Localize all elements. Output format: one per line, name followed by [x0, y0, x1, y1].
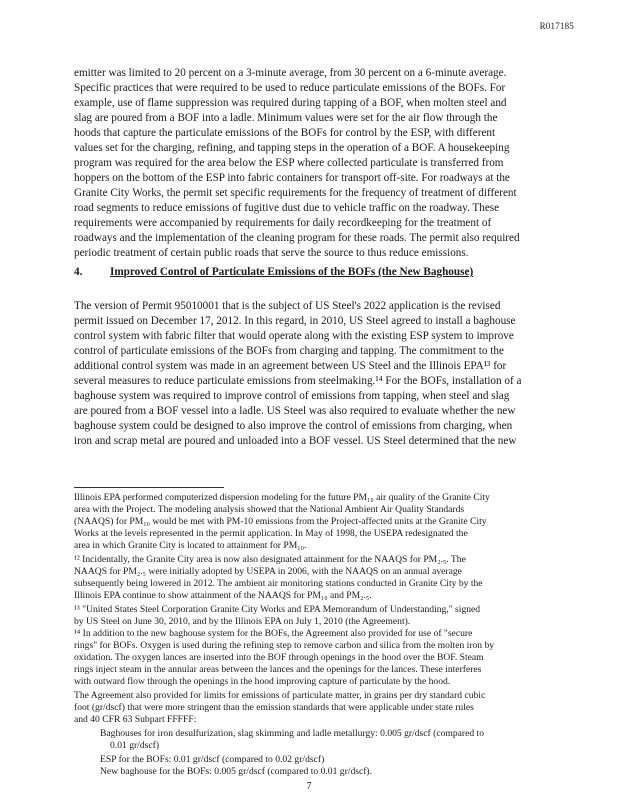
paragraph-line: example, use of flame suppression was required during tapping of a BOF, when molten steel and — [74, 97, 507, 109]
paragraph-line: iron and scrap metal are poured and unloaded into a BOF vessel. US Steel determined that the new — [74, 435, 517, 447]
footnote-line: Works at the levels represented in the permit application. In May of 1998, the USEPA redesignated the — [74, 528, 468, 539]
paragraph-line: hoods that capture the particulate emissions of the BOFs for control by the ESP, with different — [74, 127, 496, 139]
paragraph-line: Specific practices that were required to be used to reduce particulate emissions of the BOFs. For — [74, 82, 506, 94]
footnote-line: Illinois EPA continue to show attainment of the NAAQS for PM₁₀ and PM₂.₅. — [74, 590, 372, 601]
footnote-indented-line: Baghouses for iron desulfurization, slag skimming and ladle metallurgy: 0.005 gr/dscf (compared to — [100, 728, 485, 739]
footnote-line: by US Steel on June 30, 2010, and by the Illinois EPA on July 1, 2010 (the Agreement). — [74, 616, 411, 627]
paragraph-line: control system with fabric filter that would operate along with the existing ESP system to improve — [74, 330, 514, 342]
footnote-line: area in which Granite City is located to attainment for PM₁₀. — [74, 540, 307, 551]
footnote-line: (NAAQS) for PM₁₀ would be met with PM-10 emissions from the Project-affected units at the Granite City — [74, 516, 487, 527]
footnote-line: with outward flow through the openings in the hood improving capture of particulate by the hood. — [74, 676, 451, 687]
paragraph-line: program was required for the area below the ESP where collected particulate is transferred from — [74, 157, 504, 169]
footnote-line: area with the Project. The modeling analysis showed that the National Ambient Air Quality Standards — [74, 504, 465, 515]
paragraph-line: The version of Permit 95010001 that is the subject of US Steel's 2022 application is the revised — [74, 300, 501, 312]
footnote-separator — [74, 487, 224, 488]
footnote-indented-line: ESP for the BOFs: 0.01 gr/dscf (compared to 0.02 gr/dscf) — [100, 754, 325, 765]
page-number: 7 — [306, 781, 312, 792]
paragraph-line: slag are poured from a BOF into a ladle. Minimum values were set for the air flow through the — [74, 112, 498, 124]
paragraph-line: permit issued on December 17, 2012. In this regard, in 2010, US Steel agreed to install a baghouse — [74, 315, 516, 327]
footnote-indented-line: New baghouse for the BOFs: 0.005 gr/dscf (compared to 0.01 gr/dscf). — [100, 766, 373, 777]
paragraph-line: hoppers on the bottom of the ESP into fabric containers for transport off-site. For roadways at the — [74, 172, 510, 184]
paragraph-line: additional control system was made in an agreement between US Steel and the Illinois EPA¹³ for — [74, 360, 507, 372]
footnote-line: ¹⁴ In addition to the new baghouse system for the BOFs, the Agreement also provided for use of "secure — [74, 628, 473, 639]
footnote-line: subsequently being lowered in 2012. The ambient air monitoring stations conducted in Granite City by the — [74, 578, 483, 589]
footnote-line: rings" for BOFs. Oxygen is used during the refining step to remove carbon and silica from the molten iron by — [74, 640, 495, 651]
footnote-line: foot (gr/dscf) that were more stringent than the emission standards that were applicable under state rules — [74, 702, 474, 713]
document-id: R017185 — [539, 21, 574, 31]
paragraph-line: emitter was limited to 20 percent on a 3-minute average, from 30 percent on a 6-minute average. — [74, 67, 507, 79]
paragraph-line: values set for the charging, refining, and tapping steps in the operation of a BOF. A housekeeping — [74, 142, 510, 154]
paragraph-line: roadways and the implementation of the cleaning program for these roads. The permit also required — [74, 232, 520, 244]
section-number: 4. — [74, 266, 83, 278]
paragraph-line: road segments to reduce emissions of fugitive dust due to vehicle traffic on the roadway. These — [74, 202, 500, 214]
footnote-line: The Agreement also provided for limits for emissions of particulate matter, in grains per dry standard cubic — [74, 690, 486, 701]
footnote-line: and 40 CFR 63 Subpart FFFFF: — [74, 714, 197, 725]
paragraph-line: baghouse system could be designed to also improve the control of emissions from charging, when — [74, 420, 513, 432]
footnote-line: NAAQS for PM₂.₅ were initially adopted by USEPA in 2006, with the NAAQS on an annual average — [74, 566, 462, 577]
paragraph-line: requirements were accompanied by requirements for daily recordkeeping for the treatment of — [74, 217, 492, 229]
footnote-line: Illinois EPA performed computerized dispersion modeling for the future PM₁₀ air quality of the Granite City — [74, 492, 490, 503]
section-heading: Improved Control of Particulate Emissions of the BOFs (the New Baghouse) — [110, 266, 474, 278]
paragraph-line: several measures to reduce particulate emissions from steelmaking.¹⁴ For the BOFs, installation of a — [74, 375, 522, 387]
footnote-line: oxidation. The oxygen lances are inserted into the BOF through openings in the hood over the BOF. Steam — [74, 652, 484, 663]
footnote-line: ¹³ "United States Steel Corporation Granite City Works and EPA Memorandum of Understanding," signed — [74, 604, 481, 615]
footnote-line: ¹² Incidentally, the Granite City area is now also designated attainment for the NAAQS for PM₂.₅. The — [74, 554, 466, 565]
footnote-indented-line: 0.01 gr/dscf) — [110, 740, 160, 751]
paragraph-line: baghouse system was required to improve control of emissions from tapping, when steel and slag — [74, 390, 510, 402]
paragraph-line: periodic treatment of certain public roads that serve the source to thus reduce emissions. — [74, 247, 469, 259]
paragraph-line: control of particulate emissions of the BOFs from charging and tapping. The commitment to the — [74, 345, 504, 357]
paragraph-line: Granite City Works, the permit set specific requirements for the frequency of treatment of different — [74, 187, 517, 199]
paragraph-line: are poured from a BOF vessel into a ladle. US Steel was also required to evaluate whether the new — [74, 405, 516, 417]
footnote-line: rings inject steam in the annular areas between the lances and the openings for the lances. These interferes — [74, 664, 482, 675]
